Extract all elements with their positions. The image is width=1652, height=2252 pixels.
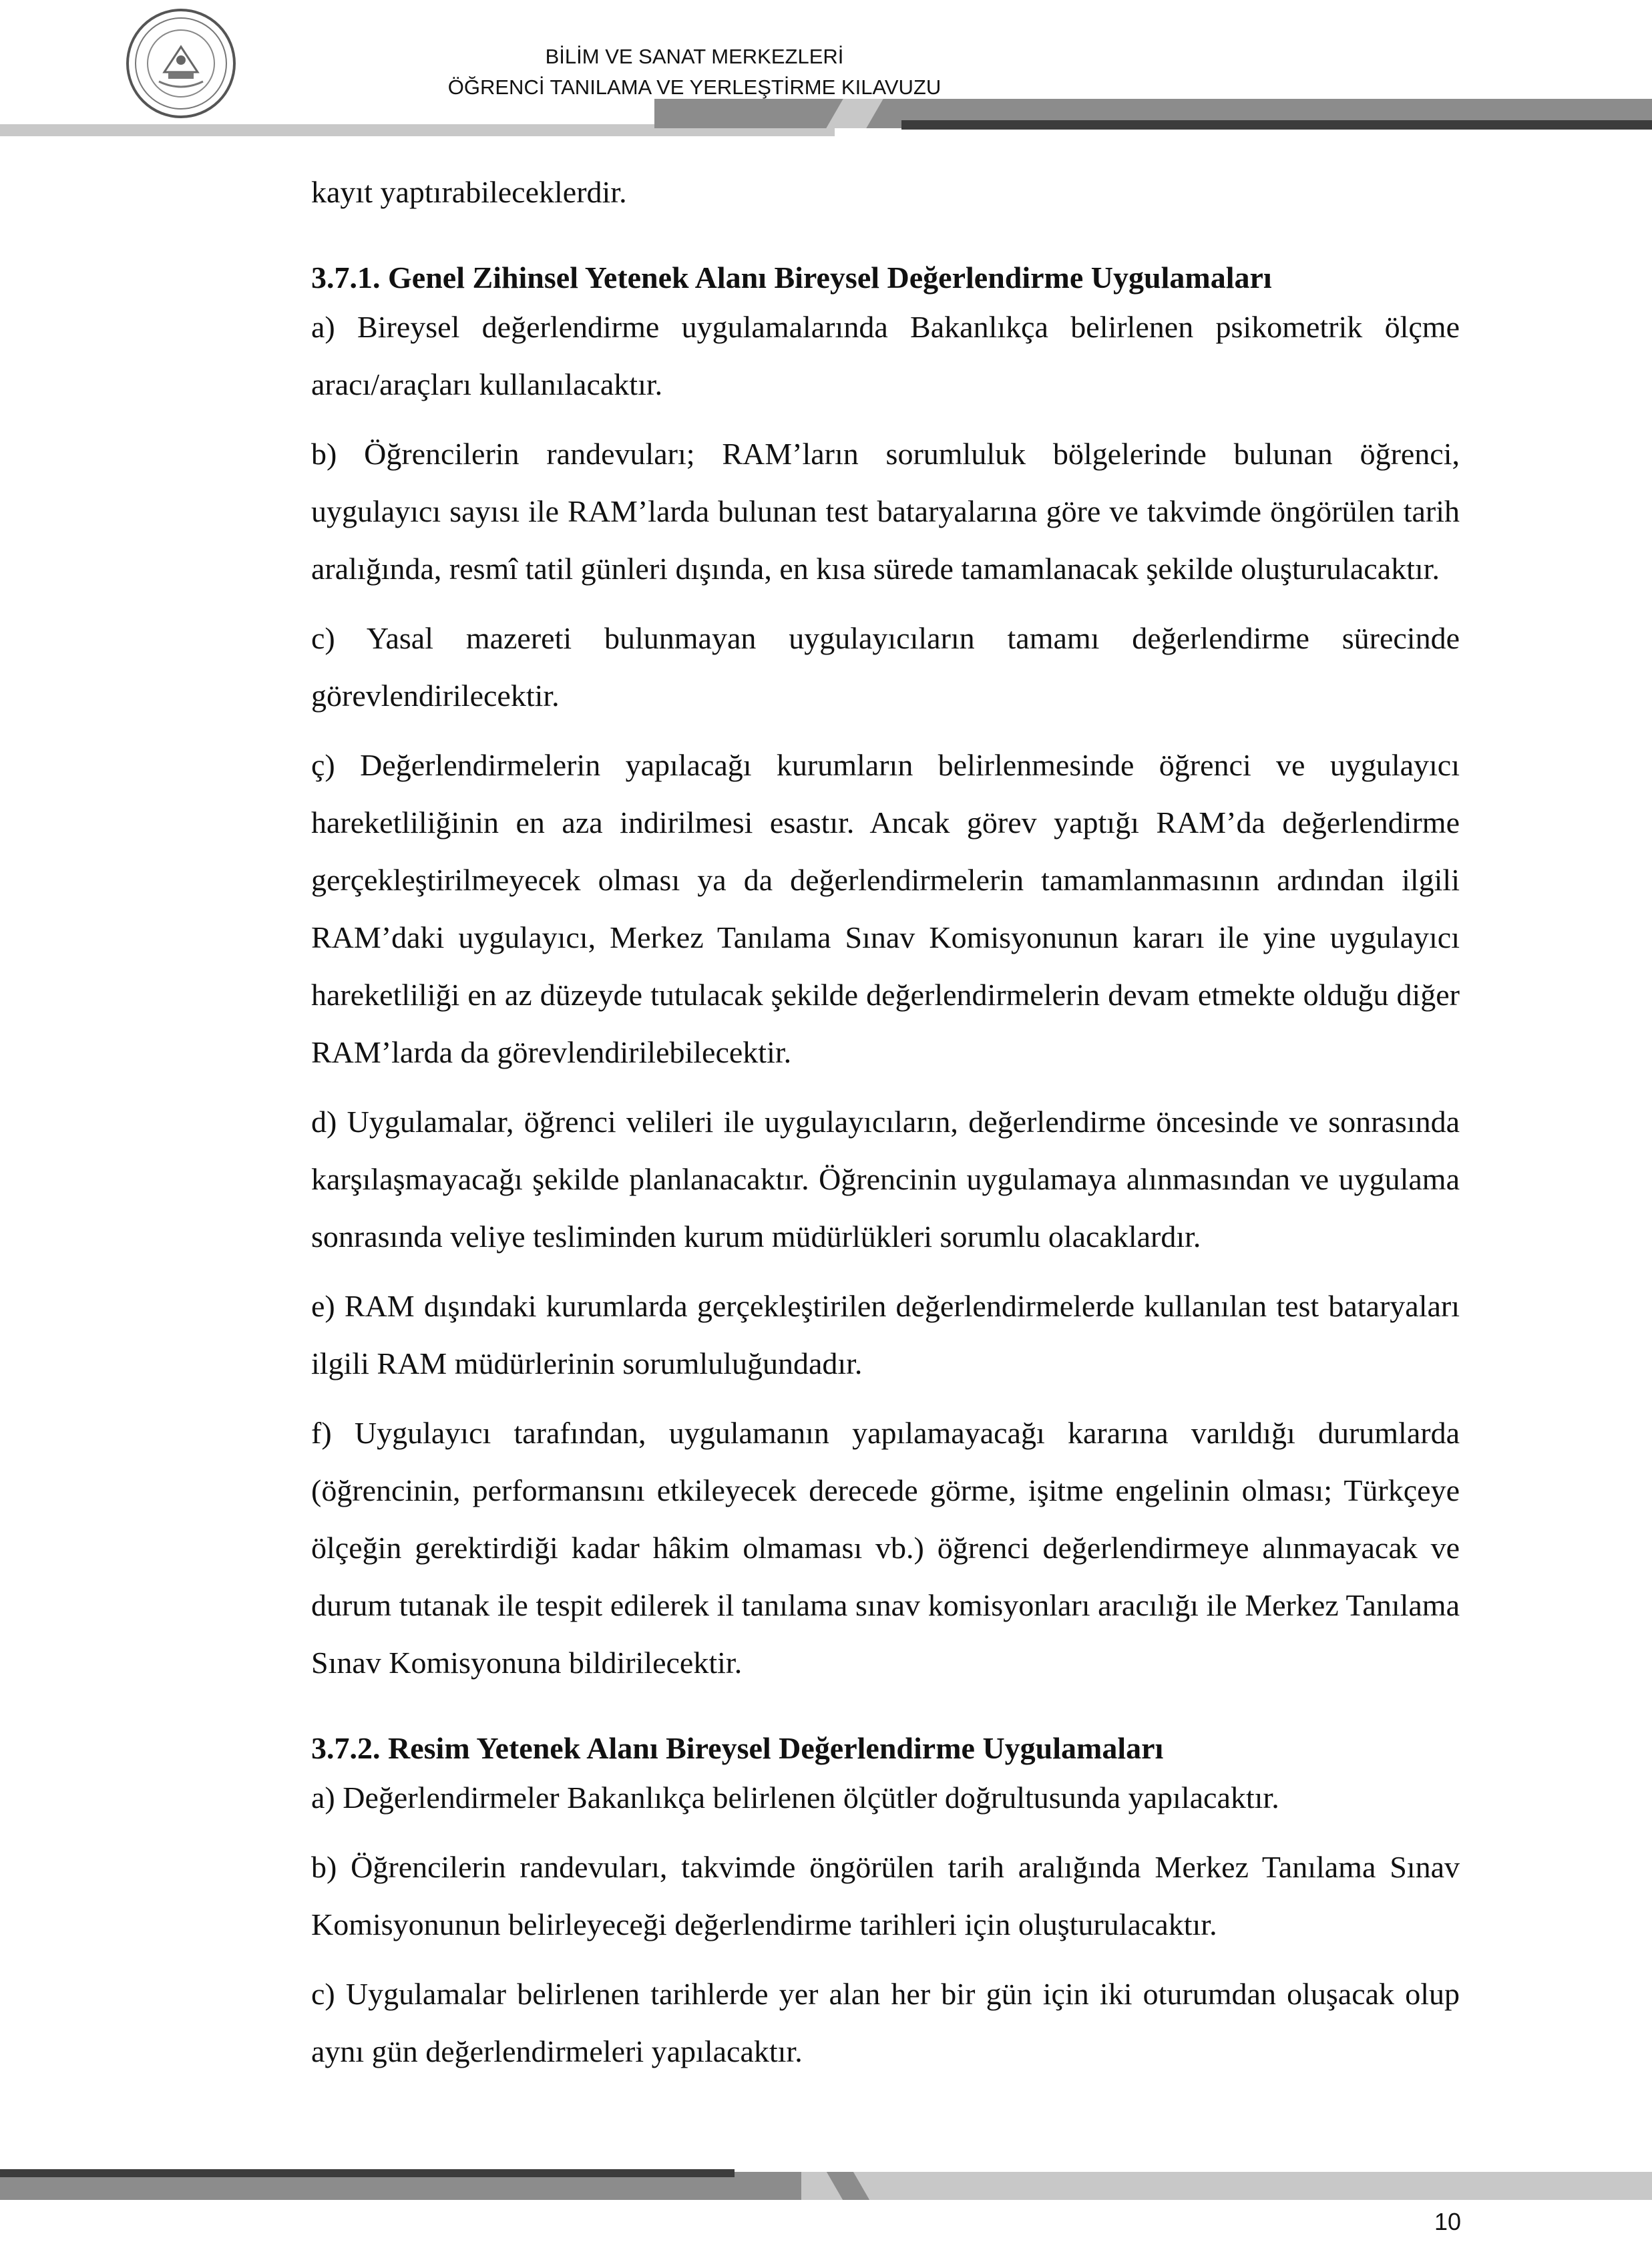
header-line-1: BİLİM VE SANAT MERKEZLERİ: [545, 45, 844, 68]
paragraph-b-2: b) Öğrencilerin randevuları, takvimde öngörülen tarih aralığında Merkez Tanılama Sınav Komisyonunun belirleyeceği değerlendirme tarihleri için oluşturulacaktır.: [311, 1850, 1460, 1941]
paragraph-b: b) Öğrencilerin randevuları; RAM’ların sorumluluk bölgelerinde bulunan öğrenci, uygulayıcı sayısı ile RAM’larda bulunan test bataryalarına göre ve takvimde öngörülen tarih aralığında, resmî tatil günleri dışında, en kısa sürede tamamlanacak şekilde oluşturulacaktır.: [311, 437, 1460, 586]
paragraph-e: e) RAM dışındaki kurumlarda gerçekleştirilen değerlendirmelerde kullanılan test bataryaları ilgili RAM müdürlerinin sorumluluğundadır.: [311, 1289, 1460, 1380]
section-heading-3-7-1: 3.7.1. Genel Zihinsel Yetenek Alanı Bireysel Değerlendirme Uygulamaları: [311, 260, 1272, 295]
header-decorative-band: [0, 93, 1652, 136]
paragraph-d: d) Uygulamalar, öğrenci velileri ile uygulayıcıların, değerlendirme öncesinde ve sonrasında karşılaşmayacağı şekilde planlanacaktır. Öğrencinin uygulamaya alınmasından ve uygulama sonrasında veliye tesliminden kurum müdürlükleri sorumlu olacaklardır.: [311, 1105, 1460, 1254]
header-line-2: ÖĞRENCİ TANILAMA VE YERLEŞTİRME KILAVUZU: [447, 75, 942, 99]
footer-decorative-band: [0, 2169, 1652, 2203]
intro-paragraph: kayıt yaptırabileceklerdir.: [311, 175, 627, 209]
paragraph-a: a) Bireysel değerlendirme uygulamalarında Bakanlıkça belirlenen psikometrik ölçme aracı/araçları kullanılacaktır.: [311, 310, 1460, 401]
paragraph-f: f) Uygulayıcı tarafından, uygulamanın yapılamayacağı kararına varıldığı durumlarda (öğrencinin, performansını etkileyecek derecede görme, işitme engelinin olması; Türkçeye ölçeğin gerektirdiği kadar hâkim olmaması vb.) öğrenci değerlendirmeye alınmayacak ve durum tutanak ile tespit edilerek il tanılama sınav komisyonları aracılığı ile Merkez Tanılama Sınav Komisyonuna bildirilecektir.: [311, 1416, 1460, 1680]
paragraph-c-cedilla: ç) Değerlendirmelerin yapılacağı kurumların belirlenmesinde öğrenci ve uygulayıcı hareketliliğinin en aza indirilmesi esastır. Ancak görev yaptığı RAM’da değerlendirme gerçekleştirilmeyecek olması ya da değerlendirmelerin tamamlanmasının ardından ilgili RAM’daki uygulayıcı, Merkez Tanılama Sınav Komisyonunun kararı ile yine uygulayıcı hareketliliği en az düzeyde tutulacak şekilde değerlendirmelerin devam etmekte olduğu diğer RAM’larda da görevlendirilebilecektir.: [311, 748, 1460, 1069]
page-number: 10: [1434, 2208, 1461, 2235]
paragraph-c-2: c) Uygulamalar belirlenen tarihlerde yer alan her bir gün için iki oturumdan oluşacak olup aynı gün değerlendirmeleri yapılacaktır.: [311, 1977, 1460, 2068]
paragraph-a-2: a) Değerlendirmeler Bakanlıkça belirlenen ölçütler doğrultusunda yapılacaktır.: [311, 1780, 1279, 1815]
paragraph-c: c) Yasal mazereti bulunmayan uygulayıcıların tamamı değerlendirme sürecinde görevlendirilecektir.: [311, 621, 1460, 713]
document-body: [311, 164, 1460, 2080]
section-heading-3-7-2: 3.7.2. Resim Yetenek Alanı Bireysel Değerlendirme Uygulamaları: [311, 1731, 1164, 1765]
